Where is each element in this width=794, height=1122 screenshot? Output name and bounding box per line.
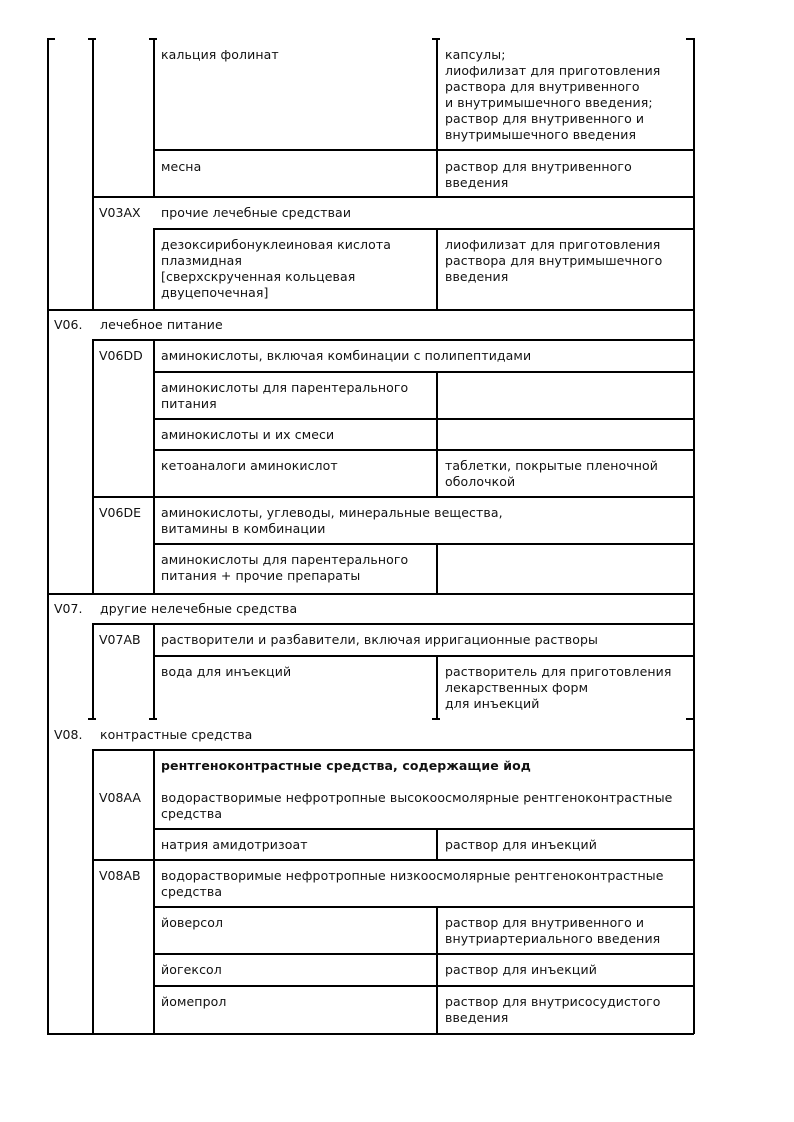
- atc-code: V03AX: [99, 205, 141, 220]
- atc-code: V07AB: [99, 632, 141, 647]
- table-border-right: [693, 38, 695, 1034]
- drug-name: йомепрол: [161, 994, 227, 1009]
- row-divider: [153, 228, 694, 230]
- dosage-form: раствор для инъекций: [445, 962, 597, 977]
- column-divider-1: [92, 624, 94, 719]
- row-divider: [153, 543, 694, 545]
- column-divider-2: [153, 624, 155, 719]
- group-name: водорастворимые нефротропные низкоосмолярные рентгеноконтрастные средства: [161, 868, 664, 899]
- dosage-form: капсулы; лиофилизат для приготовления раствора для внутривенного и внутримышечного введения; раствор для внутривенного и внутримышечного введения: [445, 47, 661, 142]
- page-break-tick: [149, 718, 157, 720]
- atc-code: V06DE: [99, 505, 141, 520]
- row-divider: [153, 906, 694, 908]
- column-divider-3: [436, 229, 438, 310]
- atc-code: V08.: [54, 727, 83, 742]
- atc-code: V07.: [54, 601, 83, 616]
- page-break-tick: [47, 38, 55, 40]
- page-break-tick: [88, 38, 96, 40]
- column-divider-1: [92, 340, 94, 594]
- atc-code: V08AB: [99, 868, 141, 883]
- column-divider-1: [92, 38, 94, 311]
- group-name: контрастные средства: [100, 727, 253, 742]
- dosage-form: растворитель для приготовления лекарственных форм для инъекций: [445, 664, 672, 711]
- row-divider: [92, 196, 694, 198]
- row-divider: [47, 309, 694, 311]
- row-divider: [47, 593, 694, 595]
- drug-name: аминокислоты и их смеси: [161, 427, 335, 442]
- column-divider-2: [153, 340, 155, 594]
- group-name: прочие лечебные средстваи: [161, 205, 352, 220]
- page-break-tick: [432, 38, 440, 40]
- drug-name: вода для инъекций: [161, 664, 292, 679]
- drug-name: аминокислоты для парентерального питания + прочие препараты: [161, 552, 409, 583]
- row-divider: [92, 496, 694, 498]
- drug-name: месна: [161, 159, 202, 174]
- drug-name: аминокислоты для парентерального питания: [161, 380, 409, 411]
- group-name: водорастворимые нефротропные высокоосмолярные рентгеноконтрастные средства: [161, 790, 673, 821]
- drug-name: натрия амидотризоат: [161, 837, 308, 852]
- row-divider: [92, 749, 694, 751]
- group-name: другие нелечебные средства: [100, 601, 298, 616]
- row-divider: [92, 339, 694, 341]
- group-name: лечебное питание: [100, 317, 223, 332]
- atc-code: V08AA: [99, 790, 141, 805]
- column-divider-2: [153, 229, 155, 310]
- atc-code: V06.: [54, 317, 83, 332]
- group-name: аминокислоты, углеводы, минеральные вещества, витамины в комбинации: [161, 505, 503, 536]
- page-break-tick: [686, 38, 694, 40]
- row-divider: [92, 623, 694, 625]
- page-break-tick: [149, 38, 157, 40]
- section-heading: рентгеноконтрастные средства, содержащие йод: [161, 758, 531, 773]
- column-divider-3: [436, 543, 438, 594]
- drug-name: кальция фолинат: [161, 47, 279, 62]
- row-divider: [153, 149, 694, 151]
- dosage-form: таблетки, покрытые пленочной оболочкой: [445, 458, 659, 489]
- row-divider: [153, 371, 694, 373]
- group-name: аминокислоты, включая комбинации с полипептидами: [161, 348, 532, 363]
- row-divider: [153, 418, 694, 420]
- column-divider-3: [436, 655, 438, 719]
- row-divider: [153, 449, 694, 451]
- column-divider-2: [153, 750, 155, 1034]
- atc-code: V06DD: [99, 348, 143, 363]
- table-border-bottom: [47, 1033, 694, 1035]
- column-divider-3: [436, 372, 438, 496]
- drug-name: йоверсол: [161, 915, 224, 930]
- drug-name: кетоаналоги аминокислот: [161, 458, 338, 473]
- page-break-tick: [686, 718, 694, 720]
- column-divider-2: [153, 38, 155, 197]
- row-divider: [153, 828, 694, 830]
- row-divider: [153, 655, 694, 657]
- dosage-form: раствор для внутрисосудистого введения: [445, 994, 661, 1025]
- group-name: растворители и разбавители, включая ирригационные растворы: [161, 632, 598, 647]
- dosage-form: раствор для внутривенного введения: [445, 159, 632, 190]
- dosage-form: лиофилизат для приготовления раствора для внутримышечного введения: [445, 237, 663, 284]
- column-divider-1: [92, 750, 94, 1034]
- page-break-tick: [432, 718, 440, 720]
- page-break-tick: [88, 718, 96, 720]
- drug-name: дезоксирибонуклеиновая кислота плазмидная [сверхскрученная кольцевая двуцепочечная]: [161, 237, 391, 300]
- row-divider: [153, 953, 694, 955]
- dosage-form: раствор для внутривенного и внутриартериального введения: [445, 915, 661, 946]
- row-divider: [92, 859, 694, 861]
- row-divider: [153, 985, 694, 987]
- column-divider-3: [436, 38, 438, 197]
- drug-name: йогексол: [161, 962, 222, 977]
- column-divider-3: [436, 907, 438, 1034]
- dosage-form: раствор для инъекций: [445, 837, 597, 852]
- table-border-left: [47, 38, 49, 1034]
- column-divider-3: [436, 829, 438, 860]
